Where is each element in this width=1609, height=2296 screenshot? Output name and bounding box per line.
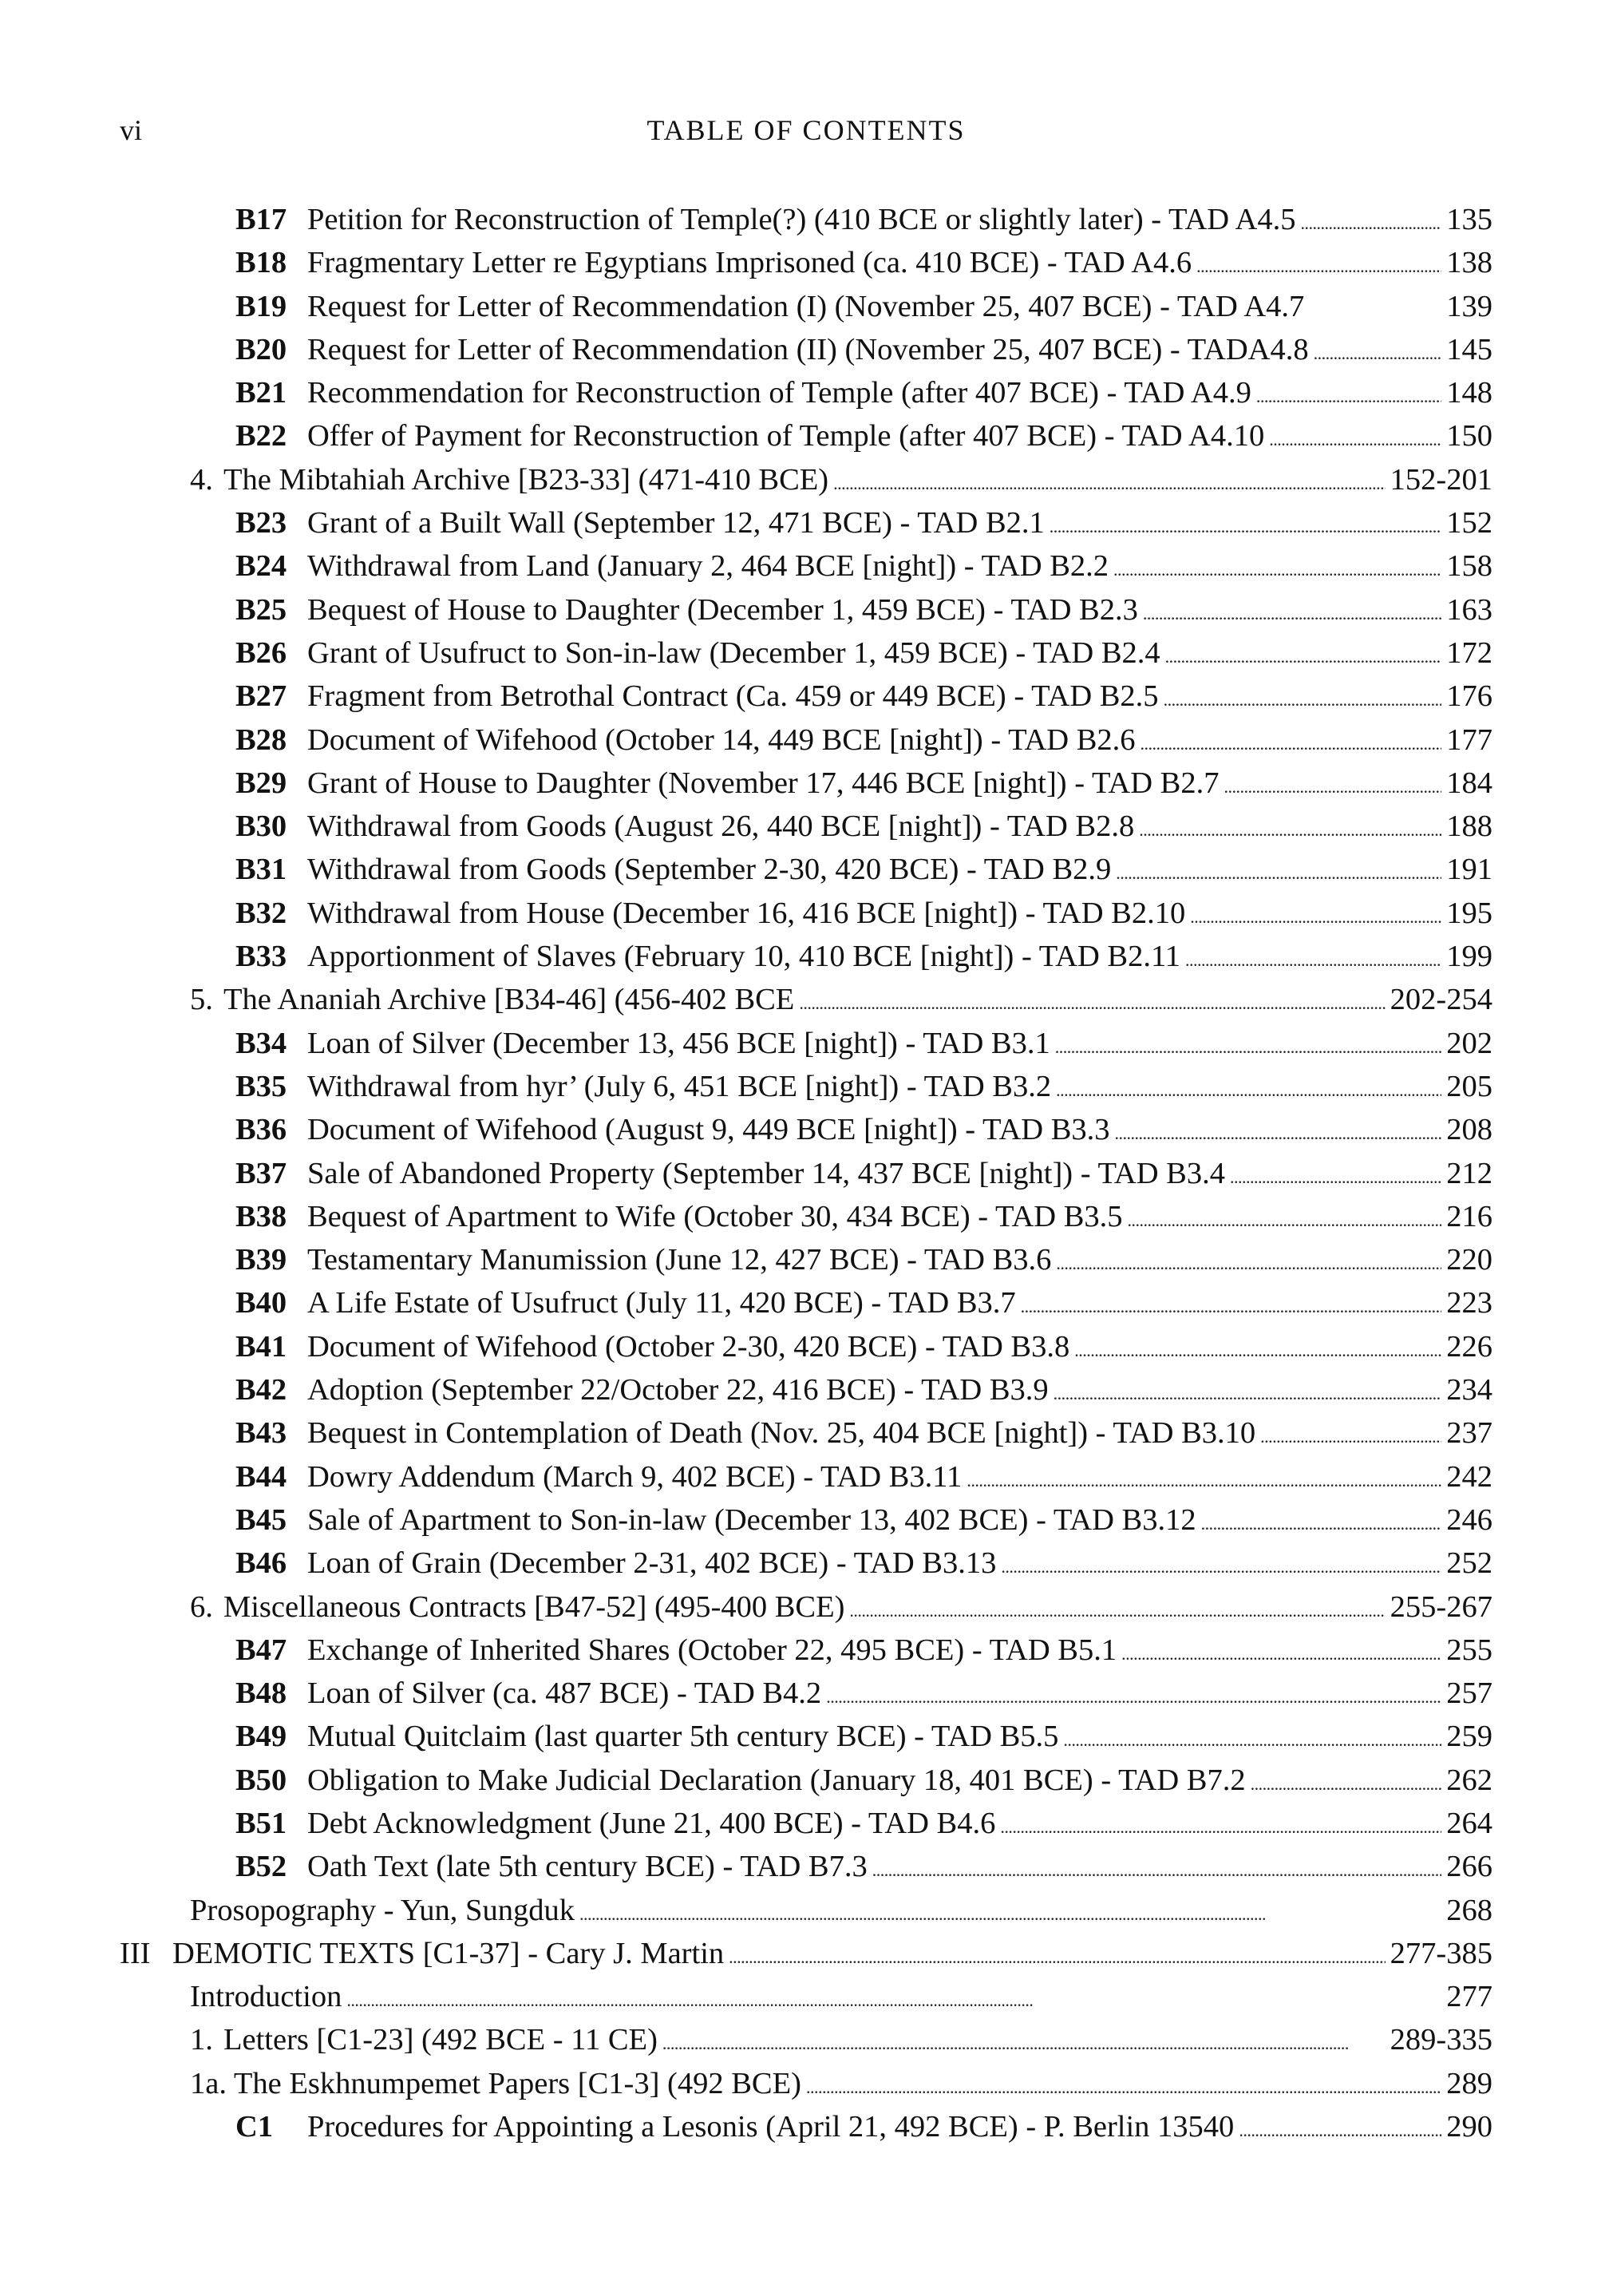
toc-entry-title: Withdrawal from Land (January 2, 464 BCE [night]) - TAD B2.2 [307, 549, 1109, 584]
toc-entry-number: B19 [235, 289, 287, 323]
toc-entry-title: Dowry Addendum (March 9, 402 BCE) - TAD B3.11 [307, 1459, 963, 1494]
toc-page-number: 255 [1446, 1633, 1492, 1667]
toc-entry-number: B42 [235, 1373, 287, 1407]
toc-row [120, 285, 1492, 328]
page-header [120, 113, 1492, 153]
toc-page-number: 205 [1446, 1069, 1492, 1103]
toc-entry-title: Loan of Silver (ca. 487 BCE) - TAD B4.2 [307, 1676, 822, 1711]
toc-entry-number: B17 [235, 203, 287, 236]
toc-page-number: 148 [1446, 376, 1492, 410]
toc-row [120, 892, 1492, 935]
toc-entry-title: Miscellaneous Contracts [B47-52] (495-400 BCE) [223, 1589, 845, 1624]
toc-page-number: 139 [1446, 289, 1492, 323]
toc-row [120, 1368, 1492, 1411]
toc-page-number: 172 [1446, 635, 1492, 670]
toc-row [120, 762, 1492, 805]
toc-entry-number: 5. [190, 983, 213, 1017]
dot-leader [1056, 1238, 1441, 1285]
dot-leader [1050, 501, 1441, 548]
dot-leader [1251, 1759, 1442, 1806]
toc-page-number: 158 [1446, 549, 1492, 584]
toc-page-number: 259 [1446, 1720, 1492, 1754]
toc-entry-number: B36 [235, 1113, 287, 1147]
dot-leader [346, 1975, 1441, 2022]
toc-row [120, 1238, 1492, 1281]
dot-leader [1196, 241, 1441, 288]
toc-page-number: 216 [1446, 1199, 1492, 1233]
dot-leader [833, 458, 1386, 505]
toc-entry-number: B37 [235, 1156, 287, 1190]
toc-entry-number: B21 [235, 376, 287, 410]
toc-row [120, 805, 1492, 848]
toc-entry-title: Withdrawal from hyr’ (July 6, 451 BCE [night]) - TAD B3.2 [307, 1069, 1052, 1103]
dot-leader [1301, 198, 1442, 245]
toc-entry-title: Document of Wifehood (August 9, 449 BCE [night]) - TAD B3.3 [307, 1113, 1110, 1147]
dot-leader [1224, 762, 1441, 809]
toc-row [120, 1802, 1492, 1845]
toc-entry-title: Bequest of Apartment to Wife (October 30, 434 BCE) - TAD B3.5 [307, 1199, 1123, 1233]
toc-entry-number: B25 [235, 592, 287, 627]
toc-row [120, 1152, 1492, 1195]
toc-entry-title: Sale of Apartment to Son-in-law (December 13, 402 BCE) - TAD B3.12 [307, 1502, 1196, 1537]
toc-row [120, 1411, 1492, 1455]
toc-row [120, 1585, 1492, 1629]
dot-leader [1121, 1629, 1441, 1676]
toc-row [120, 1715, 1492, 1758]
toc-entry-number: 6. [190, 1589, 213, 1624]
toc-row [120, 935, 1492, 978]
toc-row [120, 588, 1492, 631]
toc-page-number: 277-385 [1390, 1936, 1492, 1970]
dot-leader [1116, 848, 1441, 895]
toc-page-number: 242 [1446, 1459, 1492, 1494]
toc-entry-number: B34 [235, 1026, 287, 1060]
dot-leader [729, 1932, 1386, 1979]
toc-page-number: 152 [1446, 506, 1492, 540]
toc-page-number: 255-267 [1390, 1589, 1492, 1624]
dot-leader [799, 978, 1385, 1025]
dot-leader [1001, 1542, 1441, 1589]
toc-entry-title: Document of Wifehood (October 2-30, 420 BCE) - TAD B3.8 [307, 1329, 1070, 1364]
dot-leader [1230, 1152, 1441, 1199]
toc-entry-number: B46 [235, 1546, 287, 1581]
toc-row [120, 1022, 1492, 1065]
toc-row [120, 241, 1492, 284]
toc-entry-number: B22 [235, 419, 287, 453]
toc-entry-title: Bequest of House to Daughter (December 1, 459 BCE) - TAD B2.3 [307, 592, 1138, 627]
toc-entry-title: Grant of a Built Wall (September 12, 471 BCE) - TAD B2.1 [307, 506, 1045, 540]
dot-leader [967, 1455, 1441, 1502]
dot-leader [1139, 805, 1441, 852]
toc-entry-title: Introduction [190, 1980, 342, 2014]
toc-entry-number: B39 [235, 1243, 287, 1277]
toc-page-number: 184 [1446, 766, 1492, 800]
toc-entry-title: Oath Text (late 5th century BCE) - TAD B7.3 [307, 1850, 868, 1884]
toc-entry-number: 4. [190, 462, 213, 497]
toc-row [120, 1975, 1492, 2018]
toc-row [120, 1932, 1492, 1975]
toc-entry-title: Request for Letter of Recommendation (I) (November 25, 407 BCE) - TAD A4.7 [307, 289, 1305, 323]
toc-page-number: 268 [1446, 1893, 1492, 1927]
toc-row [120, 1498, 1492, 1542]
toc-entry-title: The Ananiah Archive [B34-46] (456-402 BCE [223, 983, 795, 1017]
toc-page-number: 220 [1446, 1243, 1492, 1277]
dot-leader [1056, 1065, 1441, 1112]
toc-entry-number: B45 [235, 1502, 287, 1537]
table-of-contents [120, 198, 1492, 2148]
toc-entry-title: Letters [C1-23] (492 BCE - 11 CE) [223, 2023, 658, 2057]
toc-entry-title: Fragment from Betrothal Contract (Ca. 459 or 449 BCE) - TAD B2.5 [307, 679, 1159, 714]
dot-leader [1164, 675, 1442, 722]
dot-leader [1260, 1411, 1441, 1459]
dot-leader [1055, 1022, 1442, 1069]
toc-entry-number: B43 [235, 1416, 287, 1451]
toc-page-number: 262 [1446, 1763, 1492, 1797]
toc-row [120, 1759, 1492, 1802]
toc-entry-number: B23 [235, 506, 287, 540]
toc-entry-title: Loan of Silver (December 13, 456 BCE [night]) - TAD B3.1 [307, 1026, 1050, 1060]
toc-entry-title: Document of Wifehood (October 14, 449 BCE [night]) - TAD B2.6 [307, 722, 1136, 757]
toc-entry-title: A Life Estate of Usufruct (July 11, 420 BCE) - TAD B3.7 [307, 1286, 1016, 1320]
toc-page-number: 277 [1446, 1980, 1492, 2014]
toc-row [120, 675, 1492, 718]
dot-leader [1269, 414, 1441, 461]
toc-page-number: 177 [1446, 722, 1492, 757]
running-title: TABLE OF CONTENTS [646, 114, 966, 146]
toc-row [120, 1195, 1492, 1238]
toc-entry-number: B44 [235, 1459, 287, 1494]
toc-entry-title: Loan of Grain (December 2-31, 402 BCE) - TAD B3.13 [307, 1546, 997, 1581]
toc-row [120, 978, 1492, 1021]
toc-row [120, 1542, 1492, 1585]
dot-leader [826, 1672, 1441, 1719]
toc-entry-title: Adoption (September 22/October 22, 416 BCE) - TAD B3.9 [307, 1373, 1049, 1407]
toc-entry-number: B35 [235, 1069, 287, 1103]
toc-page-number: 223 [1446, 1286, 1492, 1320]
toc-page-number: 257 [1446, 1676, 1492, 1711]
page-folio: vi [120, 114, 143, 146]
dot-leader [1128, 1195, 1442, 1242]
toc-page-number: 266 [1446, 1850, 1492, 1884]
toc-page-number: 195 [1446, 896, 1492, 930]
toc-entry-number: III [120, 1936, 151, 1970]
toc-entry-number: B24 [235, 549, 287, 584]
dot-leader [1165, 631, 1442, 679]
toc-page-number: 289-335 [1390, 2023, 1492, 2057]
toc-entry-title: Recommendation for Reconstruction of Temple (after 407 BCE) - TAD A4.9 [307, 376, 1251, 410]
dot-leader [806, 2062, 1441, 2109]
dot-leader [1115, 1108, 1442, 1155]
toc-entry-number: B52 [235, 1850, 287, 1884]
toc-entry-title: Prosopography - Yun, Sungduk [190, 1893, 575, 1927]
toc-page-number: 252 [1446, 1546, 1492, 1581]
toc-entry-number: B18 [235, 246, 287, 280]
toc-entry-title: Withdrawal from Goods (September 2-30, 420 BCE) - TAD B2.9 [307, 853, 1112, 887]
toc-row [120, 2105, 1492, 2148]
dot-leader [1256, 371, 1441, 418]
toc-entry-number: B40 [235, 1286, 287, 1320]
toc-entry-title: The Mibtahiah Archive [B23-33] (471-410 BCE) [223, 462, 829, 497]
dot-leader [1190, 892, 1441, 939]
toc-entry-title: Petition for Reconstruction of Temple(?) (410 BCE or slightly later) - TAD A4.5 [307, 203, 1296, 236]
toc-entry-title: Mutual Quitclaim (last quarter 5th century BCE) - TAD B5.5 [307, 1720, 1059, 1754]
toc-entry-title: Debt Acknowledgment (June 21, 400 BCE) - TAD B4.6 [307, 1806, 996, 1840]
toc-row [120, 2018, 1492, 2061]
toc-entry-title: Offer of Payment for Reconstruction of Temple (after 407 BCE) - TAD A4.10 [307, 419, 1265, 453]
dot-leader [579, 1889, 1441, 1936]
toc-entry-number: B32 [235, 896, 287, 930]
toc-entry-title: 1a. The Eskhnumpemet Papers [C1-3] (492 BCE) [190, 2066, 801, 2100]
toc-row [120, 718, 1492, 762]
toc-entry-title: Procedures for Appointing a Lesonis (April 21, 492 BCE) - P. Berlin 13540 [307, 2110, 1235, 2144]
toc-page-number: 202-254 [1390, 983, 1492, 1017]
toc-row [120, 458, 1492, 501]
toc-entry-title: Bequest in Contemplation of Death (Nov. 25, 404 BCE [night]) - TAD B3.10 [307, 1416, 1256, 1451]
toc-row [120, 848, 1492, 891]
toc-entry-title: Withdrawal from Goods (August 26, 440 BCE [night]) - TAD B2.8 [307, 810, 1135, 844]
toc-entry-number: B50 [235, 1763, 287, 1797]
toc-row [120, 198, 1492, 241]
toc-entry-title: Testamentary Manumission (June 12, 427 BCE) - TAD B3.6 [307, 1243, 1052, 1277]
toc-entry-number: B48 [235, 1676, 287, 1711]
toc-page-number: 246 [1446, 1502, 1492, 1537]
toc-entry-title: Grant of Usufruct to Son-in-law (December 1, 459 BCE) - TAD B2.4 [307, 635, 1160, 670]
toc-entry-title: Request for Letter of Recommendation (II) (November 25, 407 BCE) - TADA4.8 [307, 332, 1309, 366]
dot-leader [1201, 1498, 1442, 1546]
dot-leader [849, 1585, 1385, 1633]
toc-row [120, 1281, 1492, 1324]
toc-entry-number: B30 [235, 810, 287, 844]
dot-leader [1063, 1715, 1441, 1762]
toc-entry-number: B51 [235, 1806, 287, 1840]
toc-entry-number: 1. [190, 2023, 213, 2057]
dot-leader [1054, 1368, 1442, 1415]
toc-row [120, 544, 1492, 588]
toc-page-number: 212 [1446, 1156, 1492, 1190]
dot-leader [1314, 328, 1442, 375]
dot-leader [1143, 588, 1441, 635]
toc-row [120, 1629, 1492, 1672]
toc-page-number: 237 [1446, 1416, 1492, 1451]
toc-row [120, 328, 1492, 371]
dot-leader [1141, 718, 1442, 766]
toc-entry-number: B31 [235, 853, 287, 887]
toc-entry-title: Withdrawal from House (December 16, 416 BCE [night]) - TAD B2.10 [307, 896, 1186, 930]
toc-entry-number: B20 [235, 332, 287, 366]
toc-entry-title: Grant of House to Daughter (November 17, 446 BCE [night]) - TAD B2.7 [307, 766, 1220, 800]
toc-entry-number: B27 [235, 679, 287, 714]
toc-row [120, 1455, 1492, 1498]
toc-entry-title: DEMOTIC TEXTS [C1-37] - Cary J. Martin [172, 1936, 725, 1970]
dot-leader [1000, 1802, 1441, 1849]
toc-entry-number: B49 [235, 1720, 287, 1754]
toc-page-number: 191 [1446, 853, 1492, 887]
toc-page-number: 226 [1446, 1329, 1492, 1364]
dot-leader [1074, 1325, 1441, 1372]
toc-entry-number: B29 [235, 766, 287, 800]
toc-entry-number: B33 [235, 940, 287, 974]
toc-entry-number: B26 [235, 635, 287, 670]
dot-leader [1113, 544, 1441, 592]
toc-page-number: 199 [1446, 940, 1492, 974]
toc-page-number: 188 [1446, 810, 1492, 844]
toc-page-number: 234 [1446, 1373, 1492, 1407]
dot-leader [872, 1845, 1442, 1892]
toc-entry-title: Sale of Abandoned Property (September 14, 437 BCE [night]) - TAD B3.4 [307, 1156, 1225, 1190]
toc-page-number: 264 [1446, 1806, 1492, 1840]
toc-entry-title: Fragmentary Letter re Egyptians Imprisoned (ca. 410 BCE) - TAD A4.6 [307, 246, 1192, 280]
dot-leader [1021, 1281, 1442, 1328]
toc-entry-title: Exchange of Inherited Shares (October 22, 495 BCE) - TAD B5.1 [307, 1633, 1117, 1667]
toc-row [120, 1845, 1492, 1888]
toc-row [120, 501, 1492, 544]
toc-page-number: 135 [1446, 203, 1492, 236]
toc-entry-title: Obligation to Make Judicial Declaration (January 18, 401 BCE) - TAD B7.2 [307, 1763, 1246, 1797]
toc-entry-number: B47 [235, 1633, 287, 1667]
toc-row [120, 2062, 1492, 2105]
dot-leader [1239, 2105, 1441, 2152]
toc-page-number: 208 [1446, 1113, 1492, 1147]
toc-row [120, 1889, 1492, 1932]
toc-entry-title: Apportionment of Slaves (February 10, 410 BCE [night]) - TAD B2.11 [307, 940, 1181, 974]
toc-entry-number: B28 [235, 722, 287, 757]
toc-row [120, 1325, 1492, 1368]
toc-page-number: 289 [1446, 2066, 1492, 2100]
toc-entry-number: B38 [235, 1199, 287, 1233]
toc-page-number: 163 [1446, 592, 1492, 627]
toc-page-number: 202 [1446, 1026, 1492, 1060]
toc-entry-number: C1 [235, 2110, 274, 2144]
toc-page-number: 176 [1446, 679, 1492, 714]
toc-page-number: 152-201 [1390, 462, 1492, 497]
dot-leader [1185, 935, 1441, 982]
toc-page-number: 290 [1446, 2110, 1492, 2144]
toc-entry-number: B41 [235, 1329, 287, 1364]
toc-row [120, 414, 1492, 457]
toc-page-number: 150 [1446, 419, 1492, 453]
toc-row [120, 1672, 1492, 1715]
toc-page-number: 138 [1446, 246, 1492, 280]
toc-row [120, 631, 1492, 675]
toc-page-number: 145 [1446, 332, 1492, 366]
toc-row [120, 371, 1492, 414]
dot-leader [662, 2018, 1386, 2065]
toc-row [120, 1065, 1492, 1108]
toc-row [120, 1108, 1492, 1151]
